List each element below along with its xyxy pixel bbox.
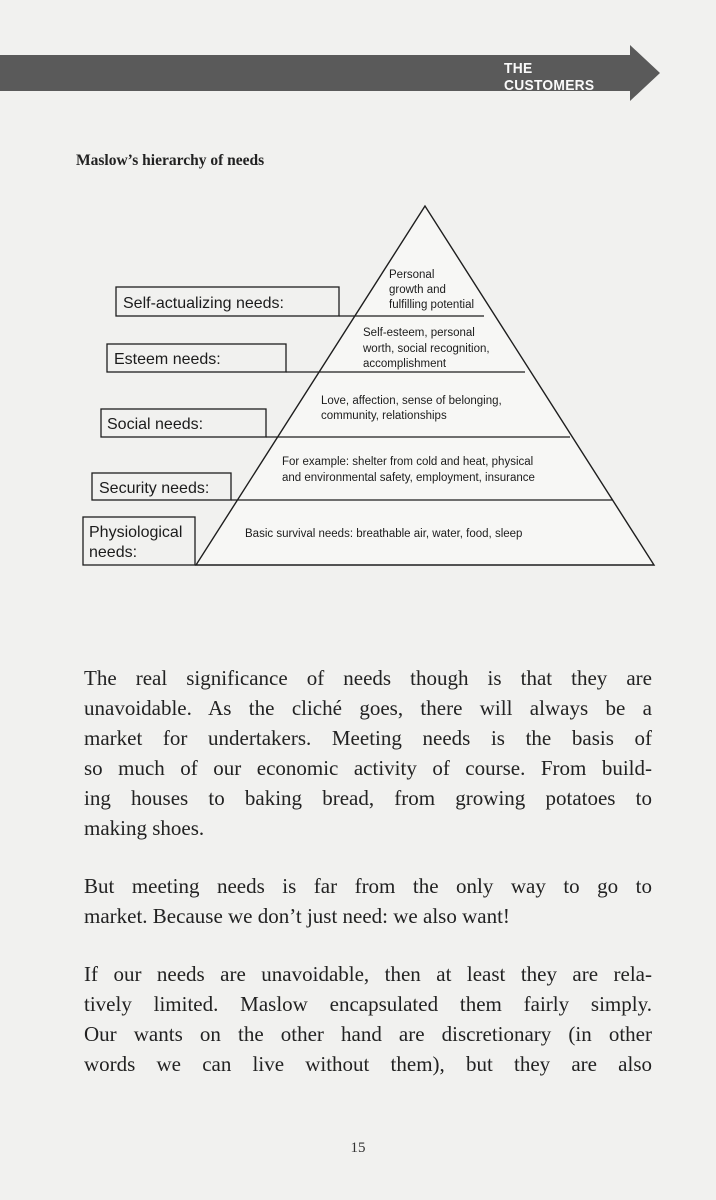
paragraph-line: unavoidable. As the cliché goes, there will always be a [84,696,652,720]
paragraph-line: ing houses to baking bread, from growing potatoes to [84,786,652,810]
label-physiological-line-2: needs: [89,544,138,561]
paragraph-line: If our needs are unavoidable, then at least they are rela- [84,962,652,986]
label-esteem: Esteem needs: [114,351,221,368]
tier-esteem-line-2: worth, social recognition, [363,343,490,355]
tier-esteem-line-3: accomplishment [363,358,447,370]
page-number: 15 [350,1140,366,1156]
tier-social-line-2: community, relationships [321,410,447,422]
tier-social-line-1: Love, affection, sense of belonging, [321,395,502,407]
label-physiological-line-1: Physiological [89,524,183,541]
paragraph-line: so much of our economic activity of course. From build- [84,756,652,780]
maslow-pyramid-diagram [0,190,716,580]
figure-title: Maslow’s hierarchy of needs [76,152,265,169]
paragraph-line: But meeting needs is far from the only way to go to [84,874,652,898]
paragraph-line: words we can live without them), but they are also [84,1052,652,1076]
label-self-actualizing: Self-actualizing needs: [123,295,284,312]
paragraph-line: The real significance of needs though is that they are [84,666,652,690]
paragraph-line: Our wants on the other hand are discretionary (in other [84,1022,652,1046]
tier-esteem-line-1: Self-esteem, personal [363,327,475,339]
paragraph-line: market for undertakers. Meeting needs is the basis of [84,726,652,750]
pyramid-outline [196,206,654,565]
paragraph-line: making shoes. [84,816,205,840]
tier-self-actualizing-line-1: Personal [389,269,435,281]
tier-self-actualizing-line-2: growth and [389,284,446,296]
tier-self-actualizing-line-3: fulfilling potential [389,299,475,311]
section-header-banner [0,0,716,110]
label-security: Security needs: [99,480,210,497]
tier-security-line-1: For example: shelter from cold and heat, physical [282,456,534,468]
tier-security-line-2: and environmental safety, employment, insurance [282,472,535,484]
label-social: Social needs: [107,416,204,433]
paragraph-line: market. Because we don’t just need: we also want! [84,904,510,928]
section-title: THE CUSTOMERS [504,60,595,94]
paragraph-line: tively limited. Maslow encapsulated them fairly simply. [84,992,652,1016]
tier-physiological-line-1: Basic survival needs: breathable air, water, food, sleep [245,528,523,540]
